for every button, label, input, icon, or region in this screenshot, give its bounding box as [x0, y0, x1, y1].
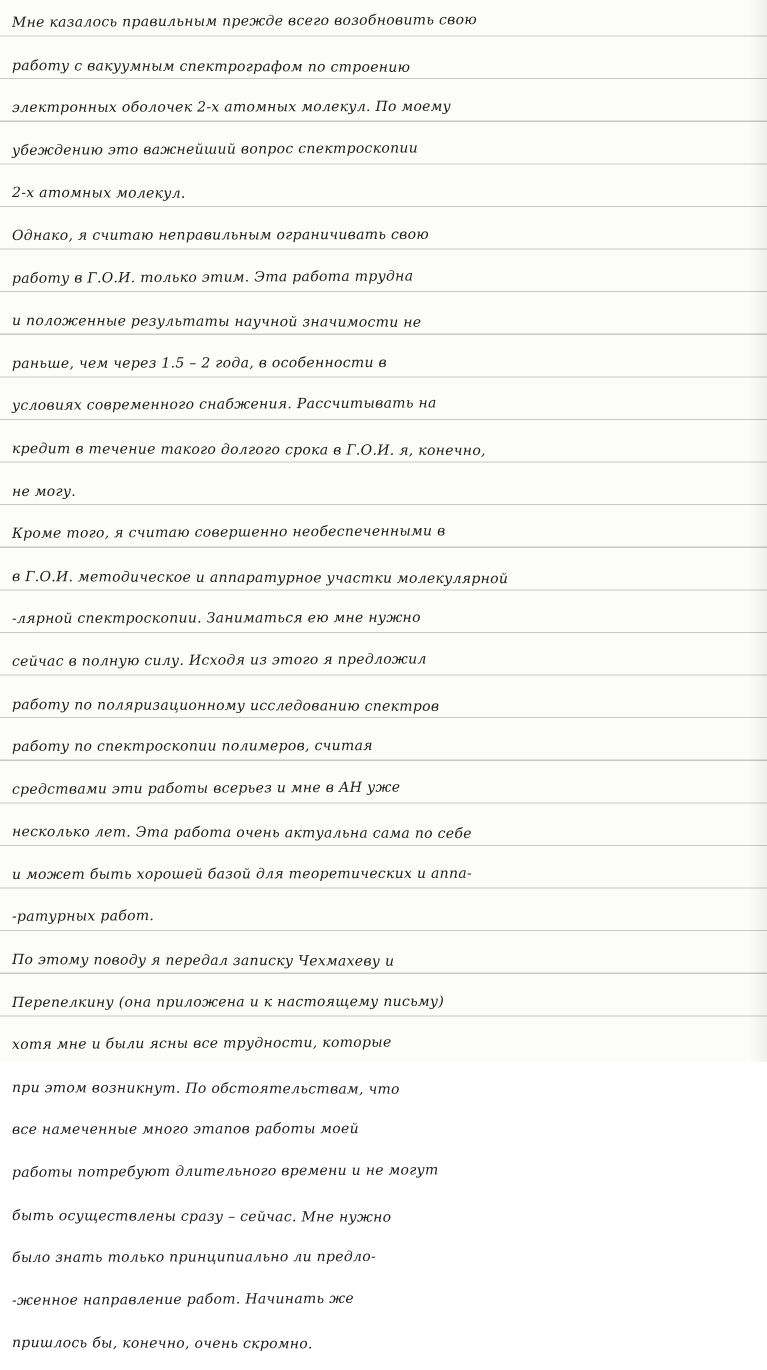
- text-line: Мне казалось правильным прежде всего возобновить свою: [11, 12, 477, 31]
- text-line: все намеченные много этапов работы моей: [11, 1121, 359, 1139]
- text-line: Однако, я считаю неправильным ограничивать свою: [11, 226, 429, 244]
- text-line: работу в Г.О.И. только этим. Эта работа трудна: [11, 268, 414, 287]
- text-line: было знать только принципиально ли предло-: [11, 1249, 376, 1267]
- text-line: -лярной спектроскопии. Заниматься ею мне нужно: [11, 610, 421, 628]
- text-line: работу по поляризационному исследованию спектров: [11, 696, 440, 715]
- text-line: 2-х атомных молекул.: [11, 185, 186, 203]
- text-line: в Г.О.И. методическое и аппаратурное участки молекулярной: [11, 568, 509, 587]
- text-line: не могу.: [11, 483, 77, 500]
- text-line: По этому поводу я передал записку Чехмахеву и: [11, 952, 395, 970]
- text-line: условиях современного снабжения. Рассчитывать на: [11, 395, 437, 415]
- text-line: работу по спектроскопии полимеров, считая: [11, 738, 373, 756]
- handwritten-text: [0, 4, 767, 1367]
- text-line: и может быть хорошей базой для теоретических и аппа-: [11, 865, 473, 883]
- text-line: работу с вакуумным спектрографом по строению: [11, 57, 411, 76]
- text-line: -ратурных работ.: [11, 908, 155, 926]
- text-line: хотя мне и были ясны все трудности, которые: [11, 1034, 392, 1054]
- text-line: Кроме того, я считаю совершенно необеспеченными в: [11, 523, 446, 543]
- text-line: средствами эти работы всерьез и мне в АН уже: [11, 779, 401, 798]
- text-line: пришлось бы, конечно, очень скромно.: [11, 1335, 313, 1353]
- text-line: электронных оболочек 2-х атомных молекул. По моему: [11, 99, 452, 117]
- text-line: работы потребуют длительного времени и не могут: [11, 1162, 439, 1181]
- text-line: при этом возникнут. По обстоятельствам, что: [11, 1079, 400, 1098]
- text-line: -женное направление работ. Начинать же: [11, 1290, 355, 1309]
- text-line: раньше, чем через 1.5 – 2 года, в особенности в: [11, 354, 387, 372]
- text-line: несколько лет. Эта работа очень актуальна сама по себе: [11, 824, 472, 843]
- text-line: и положенные результаты научной значимости не: [11, 313, 422, 331]
- text-line: сейчас в полную силу. Исходя из этого я предложил: [11, 651, 427, 670]
- text-line: быть осуществлены сразу – сейчас. Мне нужно: [11, 1207, 392, 1226]
- text-line: кредит в течение такого долгого срока в Г.О.И. я, конечно,: [11, 440, 486, 460]
- text-line: Перепелкину (она приложена и к настоящему письму): [11, 993, 445, 1011]
- text-line: убеждению это важнейший вопрос спектроскопии: [11, 140, 419, 159]
